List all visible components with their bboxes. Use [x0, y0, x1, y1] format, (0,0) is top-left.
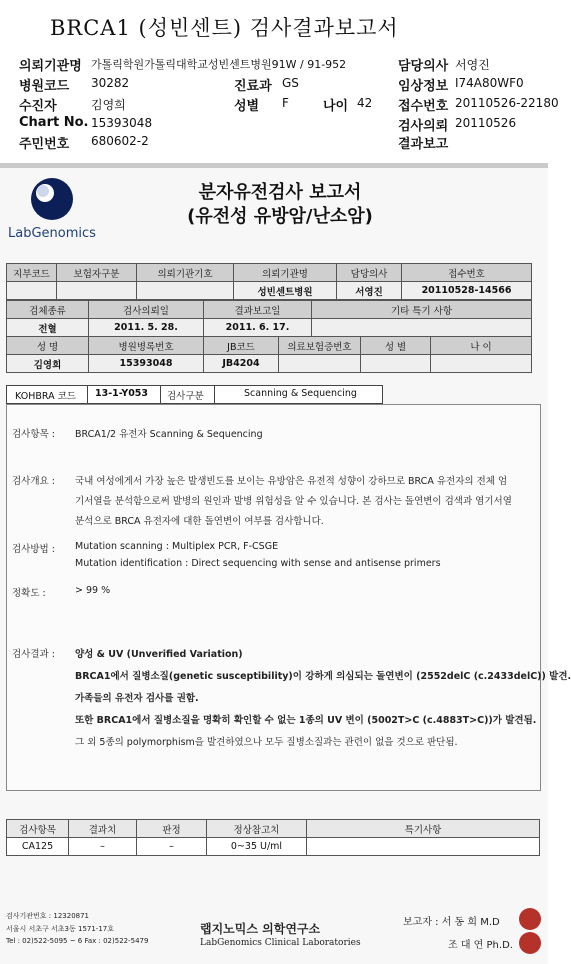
value-receipt-number: 20110526-22180: [455, 96, 559, 110]
label-result-report: 결과보고: [398, 137, 449, 152]
overview-label: 검사개요 :: [12, 476, 55, 487]
seal-stamp-icon: [519, 932, 541, 954]
table-header-cell: 접수번호: [402, 264, 532, 282]
label-receipt-number: 접수번호: [398, 99, 449, 114]
overview-line: 분석으로 BRCA 유전자에 대한 돌연변이 여부를 검사합니다.: [75, 516, 324, 527]
reporter-signature-label: 보고자 : 서 동 희 M.D: [403, 917, 500, 928]
table-header-cell: 의뢰기관기호: [137, 264, 234, 282]
value-chart-number: 15393048: [91, 116, 153, 130]
method-line: Mutation identification : Direct sequencing with sense and antisense primers: [75, 558, 441, 569]
label-requesting-institution: 의뢰기관명: [19, 59, 82, 74]
result-label: 검사결과 :: [12, 649, 55, 660]
result-line: 가족들의 유전자 검사를 권함.: [75, 693, 199, 704]
value-department: GS: [282, 76, 299, 90]
table-header-cell: 나 이: [431, 337, 532, 355]
kohbra-label: KOHBRA 코드: [15, 391, 76, 402]
table-row: [7, 337, 532, 355]
footer-lab-name-ko: 랩지노믹스 의학연구소: [200, 922, 321, 936]
labgenomics-logo: [6, 176, 106, 246]
table-row: [7, 319, 532, 337]
table-cell: –: [69, 838, 137, 856]
test-type-label: 검사구분: [167, 391, 204, 402]
info-table-1: [6, 263, 532, 300]
result-line: 양성 & UV (Unverified Variation): [75, 649, 243, 660]
table-row: [7, 282, 532, 300]
table-header-cell: 검사항목: [7, 820, 69, 838]
logo-circle-icon: [26, 176, 78, 222]
value-requesting-institution: 가톨릭학원가톨릭대학교성빈센트병원91W / 91-952: [91, 58, 347, 71]
item-value: BRCA1/2 유전자 Scanning & Sequencing: [75, 429, 263, 440]
value-clinical-info: I74A80WF0: [455, 76, 524, 90]
kohbra-row: [6, 385, 383, 404]
table-cell: –: [137, 838, 207, 856]
table-header-cell: 병원병록번호: [89, 337, 204, 355]
value-age: 42: [357, 96, 373, 110]
table-header-cell: 판정: [137, 820, 207, 838]
report-body: [6, 404, 571, 791]
seal-stamp-icon: [519, 908, 541, 930]
label-patient: 수진자: [19, 99, 57, 114]
report-title: 분자유전검사 보고서: [198, 182, 362, 203]
table-cell: 20110528-14566: [402, 282, 532, 300]
table-cell: 2011. 6. 17.: [204, 319, 312, 337]
table-row: [7, 264, 532, 282]
table-cell: 서영진: [337, 282, 402, 300]
table-cell: CA125: [7, 838, 69, 856]
table-header-cell: 정상참고치: [207, 820, 307, 838]
info-table-3: [6, 336, 532, 373]
label-resident-number: 주민번호: [19, 137, 70, 152]
table-header-cell: 기타 특기 사항: [312, 301, 532, 319]
footer-license: 검사기관번호 : 12320871: [6, 912, 90, 920]
table-cell: [307, 838, 540, 856]
table-cell: [57, 282, 137, 300]
kohbra-code: 13-1-Y053: [95, 388, 149, 399]
label-clinical-info: 임상정보: [398, 79, 449, 94]
accuracy-label: 정확도 :: [12, 588, 46, 599]
label-doctor: 담당의사: [398, 59, 449, 74]
table-cell: [137, 282, 234, 300]
table-cell: 0~35 U/ml: [207, 838, 307, 856]
table-row: [7, 355, 532, 373]
table-row: [7, 820, 540, 838]
table-header-cell: 담당의사: [337, 264, 402, 282]
footer-address: 서울시 서초구 서초3동 1571-17호: [6, 925, 114, 933]
table-row: [7, 301, 532, 319]
value-request-date: 20110526: [455, 116, 517, 130]
value-patient: 김영희: [91, 98, 126, 112]
table-cell: JB4204: [204, 355, 279, 373]
report-subtitle: (유전성 유방암/난소암): [187, 206, 373, 227]
table-header-cell: 성 명: [7, 337, 89, 355]
table-header-cell: 검사의뢰일: [89, 301, 204, 319]
table-cell: [361, 355, 431, 373]
result-line: 또한 BRCA1에서 질병소질을 명확히 확인할 수 없는 1종의 UV 변이 (5002T>C (c.4883T>C))가 발견됨.: [75, 715, 537, 726]
method-line: Mutation scanning : Multiplex PCR, F-CSGE: [75, 541, 279, 552]
label-chart-number: Chart No.: [19, 115, 89, 130]
footer-phone: Tel : 02)522-5095 ~ 6 Fax : 02)522-5479: [6, 937, 149, 945]
table-header-cell: 성 별: [361, 337, 431, 355]
result-line: BRCA1에서 질병소질(genetic susceptibility)이 강하게 의심되는 돌연변이 (2552delC (c.2433delC)) 발견.: [75, 671, 571, 682]
table-header-cell: 지부코드: [7, 264, 57, 282]
label-age: 나이: [323, 99, 349, 114]
item-label: 검사항목 :: [12, 429, 55, 440]
info-table-2: [6, 300, 532, 337]
divider: [87, 386, 88, 403]
table-header-cell: 의료보험증번호: [279, 337, 361, 355]
label-department: 진료과: [234, 79, 272, 94]
test-type-value: Scanning & Sequencing: [244, 388, 357, 399]
value-resident-number: 680602-2: [91, 134, 149, 148]
table-cell: 김영희: [7, 355, 89, 373]
value-sex: F: [282, 96, 289, 110]
table-cell: [7, 282, 57, 300]
value-hospital-code: 30282: [91, 76, 130, 90]
accuracy-value: > 99 %: [75, 585, 111, 596]
label-request-date: 검사의뢰: [398, 119, 449, 134]
table-row: [7, 838, 540, 856]
table-header-cell: 특기사항: [307, 820, 540, 838]
overview-line: 기서열을 분석함으로써 발병의 원인과 발병 위험성을 알 수 있습니다. 본 검사는 돌연변이 검색과 염기서열: [75, 496, 512, 507]
table-cell: 전혈: [7, 319, 89, 337]
table-header-cell: JB코드: [204, 337, 279, 355]
value-doctor: 서영진: [455, 58, 490, 72]
marker-table: [6, 819, 540, 856]
director-signature-label: 조 대 연 Ph.D.: [448, 940, 513, 951]
table-header-cell: 검체종류: [7, 301, 89, 319]
divider: [214, 386, 215, 403]
table-cell: [431, 355, 532, 373]
label-hospital-code: 병원코드: [19, 79, 70, 94]
document-title: BRCA1 (성빈센트) 검사결과보고서: [50, 16, 399, 40]
table-header-cell: 의뢰기관명: [234, 264, 337, 282]
table-header-cell: 보험자구분: [57, 264, 137, 282]
table-cell: 15393048: [89, 355, 204, 373]
table-cell: 성빈센트병원: [234, 282, 337, 300]
result-line: 그 외 5종의 polymorphism을 발견하였으나 모두 질병소질과는 관련이 없을 것으로 판단됨.: [75, 737, 458, 748]
overview-line: 국내 여성에게서 가장 높은 발생빈도를 보이는 유방암은 유전적 성향이 강하므로 BRCA 유전자의 전체 엄: [75, 476, 508, 487]
divider: [160, 386, 161, 403]
table-cell: 2011. 5. 28.: [89, 319, 204, 337]
label-sex: 성별: [234, 99, 260, 114]
logo-text: LabGenomics: [8, 226, 96, 241]
scanned-report: [0, 168, 571, 964]
table-cell: [312, 319, 532, 337]
table-header-cell: 결과보고일: [204, 301, 312, 319]
table-header-cell: 결과치: [69, 820, 137, 838]
table-cell: [279, 355, 361, 373]
footer-lab-name-en: LabGenomics Clinical Laboratories: [200, 938, 361, 948]
method-label: 검사방법 :: [12, 544, 55, 555]
